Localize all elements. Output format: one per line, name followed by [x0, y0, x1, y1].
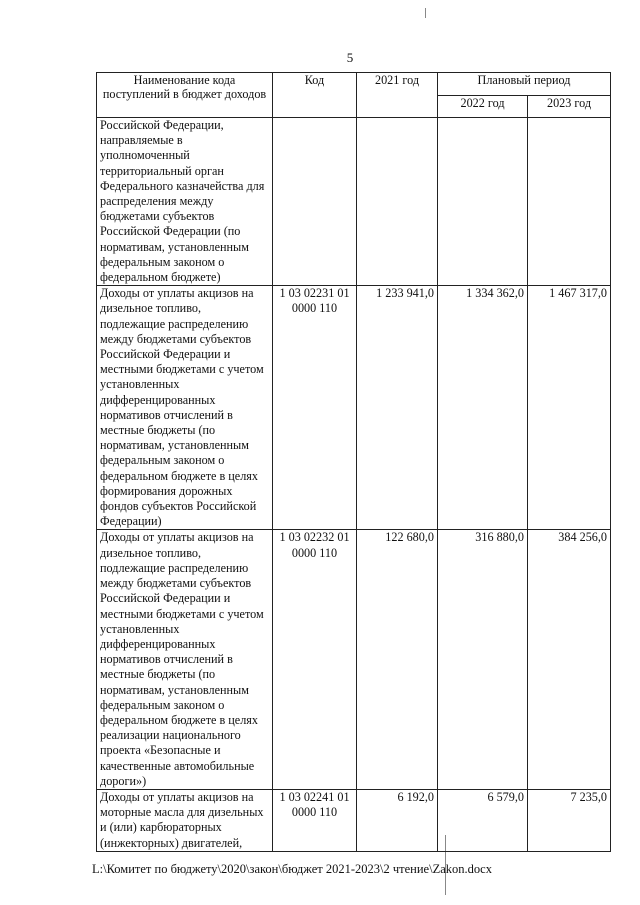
header-year-2022: 2022 год [438, 95, 528, 118]
row-name: Российской Федерации, направляемые в уполномоченный территориальный орган Федерального казначейства для распределения между бюджетами субъектов Российской Федерации (по нормативам, установленным федеральным законом о федеральном бюджете) [97, 118, 273, 286]
row-code: 1 03 02232 01 0000 110 [273, 530, 357, 789]
row-value-2021: 1 233 941,0 [357, 286, 438, 530]
budget-revenue-table [96, 72, 611, 852]
table-header-row [97, 73, 611, 96]
row-name: Доходы от уплаты акцизов на моторные масла для дизельных и (или) карбюраторных (инжекторных) двигателей, [97, 789, 273, 851]
header-planned-period: Плановый период [438, 73, 611, 96]
header-code: Код [273, 73, 357, 118]
header-year-2023: 2023 год [528, 95, 611, 118]
row-value-2021: 122 680,0 [357, 530, 438, 789]
row-value-2022 [438, 118, 528, 286]
row-value-2021 [357, 118, 438, 286]
table-row [97, 286, 611, 530]
row-value-2022: 316 880,0 [438, 530, 528, 789]
header-name: Наименование кода поступлений в бюджет доходов [97, 73, 273, 118]
row-value-2023 [528, 118, 611, 286]
row-code: 1 03 02231 01 0000 110 [273, 286, 357, 530]
row-value-2022: 1 334 362,0 [438, 286, 528, 530]
row-value-2023: 7 235,0 [528, 789, 611, 851]
row-value-2022: 6 579,0 [438, 789, 528, 851]
row-value-2023: 384 256,0 [528, 530, 611, 789]
table-row [97, 789, 611, 851]
row-value-2021: 6 192,0 [357, 789, 438, 851]
row-code: 1 03 02241 01 0000 110 [273, 789, 357, 851]
row-name: Доходы от уплаты акцизов на дизельное топливо, подлежащие распределению между бюджетами субъектов Российской Федерации и местными бюджетами с учетом установленных дифференцированных нормативов отчислений в местные бюджеты (по нормативам, установленным федеральным законом о федеральном бюджете в целях формирования дорожных фондов субъектов Российской Федерации) [97, 286, 273, 530]
row-code [273, 118, 357, 286]
table-row [97, 530, 611, 789]
row-value-2023: 1 467 317,0 [528, 286, 611, 530]
header-year-2021: 2021 год [357, 73, 438, 118]
row-name: Доходы от уплаты акцизов на дизельное топливо, подлежащие распределению между бюджетами субъектов Российской Федерации и местными бюджетами с учетом установленных дифференцированных нормативов отчислений в местные бюджеты (по нормативам, установленным федеральным законом о федеральном бюджете в целях реализации национального проекта «Безопасные и качественные автомобильные дороги») [97, 530, 273, 789]
scan-mark-top [425, 8, 426, 18]
document-file-path: L:\Комитет по бюджету\2020\закон\бюджет 2021-2023\2 чтение\Zakon.docx [92, 862, 492, 876]
page-number: 5 [346, 50, 354, 65]
table-row [97, 118, 611, 286]
